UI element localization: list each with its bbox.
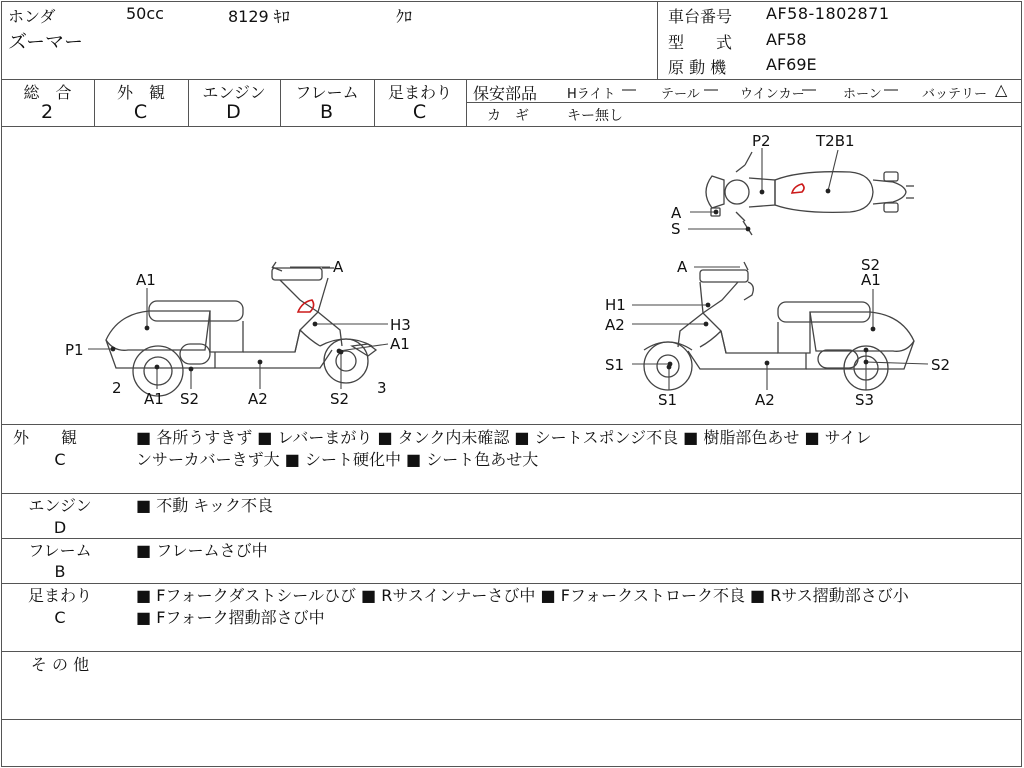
damage-diagram [0,127,1022,424]
label-left-a: A [333,258,344,276]
section-chassis-note: ■ Fフォーク摺動部さび中 [136,608,325,627]
model-name: ズーマー [8,31,84,53]
section-appearance-note: ■ 各所うすきず ■ レバーまがり ■ タンク内未確認 ■ シートスポンジ不良 ■ 樹脂部色あせ ■ サイレ [136,428,872,447]
label-a-top: A [671,204,682,222]
label-left-a2-bottom: A2 [248,390,268,408]
grade-engine-value: D [226,101,242,123]
label-t2b1: T2B1 [816,132,855,150]
safety-row-divider [466,102,1021,103]
label-left-s2-right-bottom: S2 [330,390,350,408]
section-chassis-note: ■ Fフォークダストシールひび ■ Rサスインナーさび中 ■ Fフォークストローク不良 ■ Rサス摺動部さび小 [136,586,909,605]
safety-battery-label: バッテリー [922,87,988,102]
type-value: AF58 [766,30,807,49]
grade-engine-label: エンジン [202,83,266,102]
grade-appearance-label: 外 観 [116,83,165,102]
label-right-a2-bottom: A2 [755,391,775,409]
section-other-label: そ の 他 [30,655,90,674]
section-divider [1,583,1021,584]
grade-frame-label: フレーム [295,83,359,102]
label-right-s1: S1 [605,356,625,374]
frame-number: AF58-1802871 [766,4,890,23]
callout-dots [111,189,876,372]
engine-model-label: 原 動 機 [668,58,727,77]
type-label: 型 式 [668,33,733,52]
grade-total-value: 2 [40,101,55,123]
safety-headlight-value: ― [622,82,636,98]
scooter-top-view [706,152,914,235]
label-left-3: 3 [377,379,387,397]
section-chassis-label: 足まわり [27,586,92,605]
label-right-s2-top: S2 [861,256,881,274]
label-left-p1: P1 [65,341,84,359]
mileage: 8129 ｷﾛ [228,7,290,26]
label-left-s2-bottom: S2 [180,390,200,408]
grade-total-label: 総 合 [23,83,72,102]
label-right-a2: A2 [605,316,625,334]
grade-chassis-value: C [412,101,428,123]
safety-winker-label: ウインカー [740,87,805,102]
section-engine-note: ■ 不動 キック不良 [136,496,273,515]
safety-horn-value: ― [884,82,898,98]
label-left-a1-right: A1 [390,335,410,353]
section-appearance-grade: C [54,450,66,469]
safety-horn-label: ホーン [843,87,882,102]
displacement: 50cc [126,4,164,23]
label-right-s2: S2 [931,356,951,374]
section-divider [1,719,1021,720]
label-left-a1: A1 [136,271,156,289]
grade-appearance-value: C [133,101,149,123]
label-left-2: 2 [112,379,122,397]
key-label: カ ギ [487,108,529,124]
grade-frame-value: B [319,101,335,123]
damage-mark-top [792,184,804,193]
label-p2: P2 [752,132,771,150]
label-right-s1-bottom: S1 [658,391,678,409]
section-engine-label: エンジン [28,496,92,515]
label-s-top: S [671,220,681,238]
safety-parts-label: 保安部品 [473,84,538,103]
label-right-h1: H1 [605,296,626,314]
section-engine-grade: D [53,518,67,537]
safety-tail-label: テール [661,87,700,102]
grade-chassis-label: 足まわり [387,83,452,102]
section-chassis-grade: C [54,608,66,627]
frame-number-label: 車台番号 [668,7,733,26]
safety-battery-value: △ [995,80,1008,99]
label-left-h3: H3 [390,316,411,334]
section-appearance-note: ンサーカバーきず大 ■ シート硬化中 ■ シート色あせ大 [136,450,539,469]
section-divider [1,651,1021,652]
damage-mark-left [298,300,314,312]
label-right-a1-top: A1 [861,271,881,289]
section-frame-label: フレーム [28,541,92,560]
section-frame-grade: B [54,562,66,581]
maker-name: ホンダ [8,7,56,26]
safety-winker-value: ― [802,82,816,98]
section-frame-note: ■ フレームさび中 [136,541,268,560]
label-left-a1-bottom: A1 [144,390,164,408]
safety-headlight-label: Hライト [567,87,616,102]
body-color: ｸﾛ [396,7,413,26]
engine-model-value: AF69E [766,55,817,74]
section-divider [1,493,1021,494]
diagram-bottom-line [1,424,1021,425]
label-right-s3-bottom: S3 [855,391,875,409]
section-divider [1,538,1021,539]
key-value: キー無し [567,108,623,124]
label-right-a: A [677,258,688,276]
section-appearance-label: 外 観 [12,428,77,447]
header-divider [657,1,658,79]
safety-tail-value: ― [704,82,718,98]
